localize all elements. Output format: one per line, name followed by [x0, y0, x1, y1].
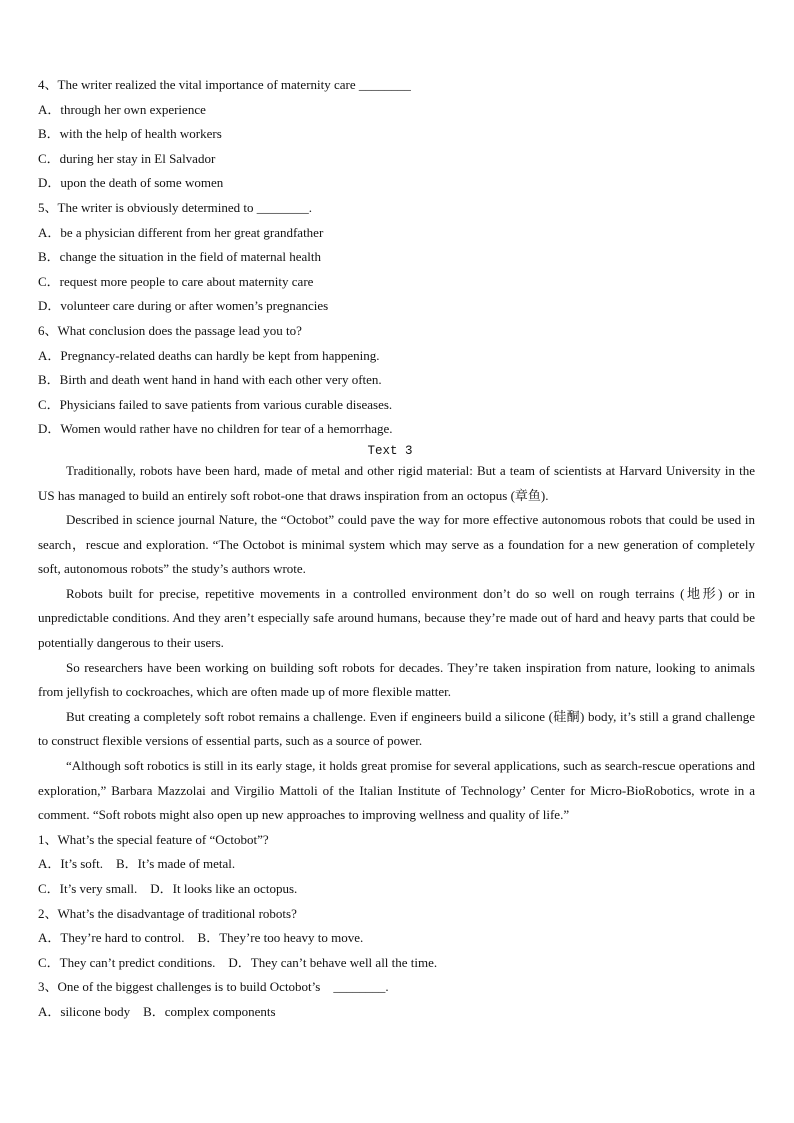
- question-3: 3、One of the biggest challenges is to build Octobot’s ________.: [38, 979, 389, 995]
- option: C．request more people to care about maternity care: [38, 273, 314, 289]
- question-1: 1、What’s the special feature of “Octobot”?: [38, 831, 269, 847]
- option: A．through her own experience: [38, 101, 206, 117]
- option: D．upon the death of some women: [38, 175, 224, 191]
- option: D．volunteer care during or after women’s pregnancies: [38, 298, 329, 314]
- passage: [38, 459, 755, 828]
- question-2: 2、What’s the disadvantage of traditional robots?: [38, 905, 297, 921]
- questions-part-1: [38, 73, 755, 442]
- paragraph: Robots built for precise, repetitive movements in a controlled environment don’t do so well on rough terrains (地形) or in unpredictable conditions. And they aren’t especially safe around humans, because they’re made out of hard and heavy parts that could be potentially dangerous to their users.: [38, 585, 755, 651]
- option: B．Birth and death went hand in hand with each other very often.: [38, 372, 382, 388]
- option: C．They can’t predict conditions. D．They can’t behave well all the time.: [38, 954, 438, 970]
- option: B．change the situation in the field of maternal health: [38, 249, 322, 265]
- option: A．be a physician different from her great grandfather: [38, 224, 324, 240]
- paragraph: Traditionally, robots have been hard, made of metal and other rigid material: But a team of scientists at Harvard University in the US has managed to build an entirely soft robot-one that draws inspiration from an octopus (章鱼).: [38, 462, 755, 503]
- document-page: [38, 73, 755, 1025]
- option: D．Women would rather have no children for tear of a hemorrhage.: [38, 421, 393, 437]
- question-6: 6、What conclusion does the passage lead you to?: [38, 322, 302, 338]
- paragraph: So researchers have been working on building soft robots for decades. They’re taken inspiration from nature, looking to animals from jellyfish to cockroaches, which are often made up of more flexible matter.: [38, 659, 755, 700]
- paragraph: Described in science journal Nature, the “Octobot” could pave the way for more effective autonomous robots that could be used in search，rescue and exploration. “The Octobot is minimal system which may serve as a foundation for a new generation of completely soft, autonomous robots” the study’s authors wrote.: [38, 512, 755, 577]
- question-5: 5、The writer is obviously determined to ________.: [38, 199, 313, 215]
- option: A．silicone body B．complex components: [38, 1003, 276, 1019]
- question-4: 4、The writer realized the vital importance of maternity care ________: [38, 77, 411, 92]
- option: C．Physicians failed to save patients from various curable diseases.: [38, 396, 393, 412]
- paragraph: But creating a completely soft robot remains a challenge. Even if engineers build a silicone (硅酮) body, it’s still a grand challenge to construct flexible versions of essential parts, such as a source of power.: [38, 708, 755, 749]
- option: A．Pregnancy-related deaths can hardly be kept from happening.: [38, 347, 380, 363]
- option: A．It’s soft. B．It’s made of metal.: [38, 856, 236, 872]
- option: C．It’s very small. D．It looks like an octopus.: [38, 881, 298, 896]
- paragraph: “Although soft robotics is still in its early stage, it holds great promise for several applications, such as search-rescue operations and exploration,” Barbara Mazzolai and Virgilio Mattoli of the Italian Institute of Technology’ Center for Micro-BioRobotics, wrote in a comment. “Soft robots might also open up new approaches to improving wellness and quality of life.”: [38, 758, 755, 823]
- questions-part-2: [38, 828, 755, 1025]
- option: C．during her stay in El Salvador: [38, 150, 216, 166]
- option: A．They’re hard to control. B．They’re too heavy to move.: [38, 930, 364, 946]
- section-title: Text 3: [367, 443, 413, 458]
- option: B．with the help of health workers: [38, 126, 222, 142]
